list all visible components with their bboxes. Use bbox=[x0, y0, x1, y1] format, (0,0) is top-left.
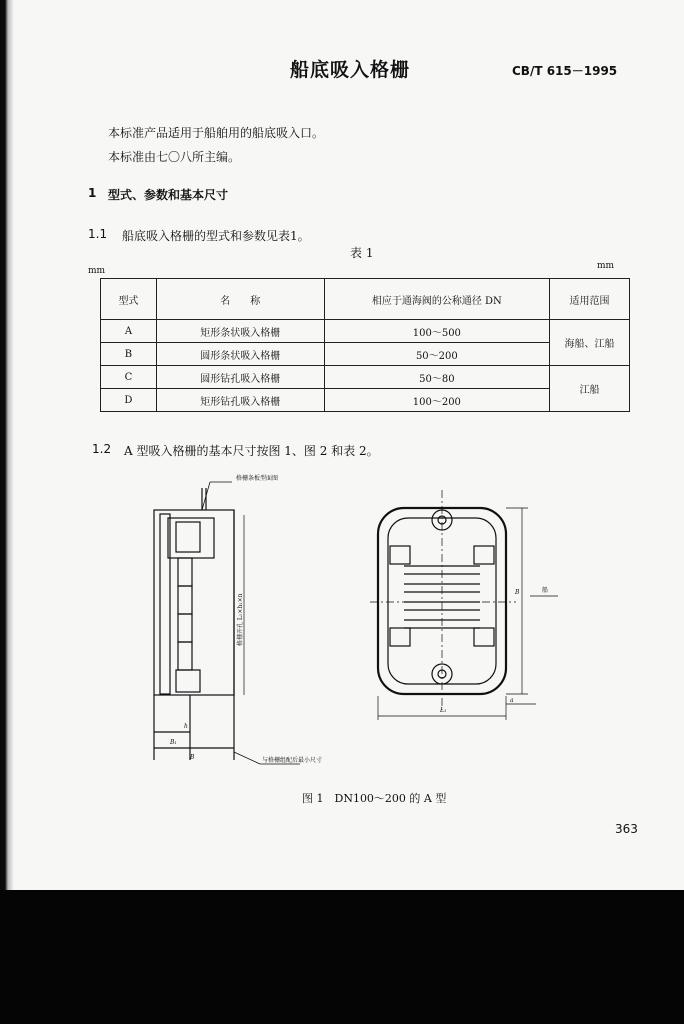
row-dn: 50～200 bbox=[324, 343, 550, 366]
label-bottom: 与格栅组配后最小尺寸 bbox=[262, 757, 323, 764]
dim-l1: L₁ bbox=[440, 707, 447, 714]
page-number: 363 bbox=[615, 822, 638, 836]
row-dn: 100～200 bbox=[324, 389, 550, 412]
table-1 bbox=[100, 278, 630, 412]
table-caption: 表 1 bbox=[350, 246, 374, 260]
row-type: B bbox=[101, 343, 157, 366]
row-name: 矩形条状吸入格栅 bbox=[156, 320, 324, 343]
dim-h: h bbox=[184, 723, 188, 730]
row-scope: 海船、江船 bbox=[550, 320, 630, 366]
table-header-row bbox=[101, 279, 630, 320]
table-row bbox=[101, 320, 630, 343]
dim-b: B bbox=[190, 754, 195, 761]
label-top: 格栅条板型面图 bbox=[236, 475, 279, 482]
table-row bbox=[101, 366, 630, 389]
row-dn: 100～500 bbox=[324, 320, 550, 343]
table-unit-left: mm bbox=[88, 266, 106, 276]
dim-b1: B₁ bbox=[170, 739, 177, 746]
section-1-1-number: 1.1 bbox=[88, 227, 108, 241]
section-1-2-number: 1.2 bbox=[92, 442, 112, 456]
dim-a: a bbox=[510, 697, 514, 704]
section-1-heading: 型式、参数和基本尺寸 bbox=[108, 188, 229, 202]
header-dn: 相应于通海阀的公称通径 DN bbox=[324, 279, 550, 320]
header-type: 型式 bbox=[101, 279, 157, 320]
dim-b-right: B bbox=[515, 589, 520, 596]
row-type: C bbox=[101, 366, 157, 389]
row-type: D bbox=[101, 389, 157, 412]
scan-background bbox=[0, 890, 684, 1024]
label-side: 格栅开孔 L₁×h₁×n bbox=[237, 593, 244, 646]
figure-1-drawing bbox=[140, 470, 570, 770]
standard-code: CB/T 615－1995 bbox=[512, 64, 618, 78]
row-name: 圆形条状吸入格栅 bbox=[156, 343, 324, 366]
row-type: A bbox=[101, 320, 157, 343]
header-name: 名 称 bbox=[156, 279, 324, 320]
table-unit-right: mm bbox=[597, 261, 615, 271]
row-name: 矩形钻孔吸入格栅 bbox=[156, 389, 324, 412]
row-name: 圆形钻孔吸入格栅 bbox=[156, 366, 324, 389]
page-title: 船底吸入格栅 bbox=[290, 59, 411, 81]
section-1-1-text: 船底吸入格栅的型式和参数见表1。 bbox=[122, 229, 310, 243]
scan-gutter-shadow bbox=[0, 0, 14, 892]
intro-line-2: 本标准由七〇八所主编。 bbox=[108, 150, 241, 164]
intro-line-1: 本标准产品适用于船舶用的船底吸入口。 bbox=[108, 126, 325, 140]
row-scope: 江船 bbox=[550, 366, 630, 412]
side-note: 船 bbox=[542, 587, 549, 594]
section-1-2-text: A 型吸入格栅的基本尺寸按图 1、图 2 和表 2。 bbox=[124, 444, 379, 458]
plan-view bbox=[370, 490, 558, 720]
section-1-number: 1 bbox=[88, 186, 97, 200]
header-scope: 适用范围 bbox=[550, 279, 630, 320]
row-dn: 50～80 bbox=[324, 366, 550, 389]
side-view bbox=[154, 482, 300, 764]
figure-caption: 图 1 DN100～200 的 A 型 bbox=[302, 792, 447, 805]
